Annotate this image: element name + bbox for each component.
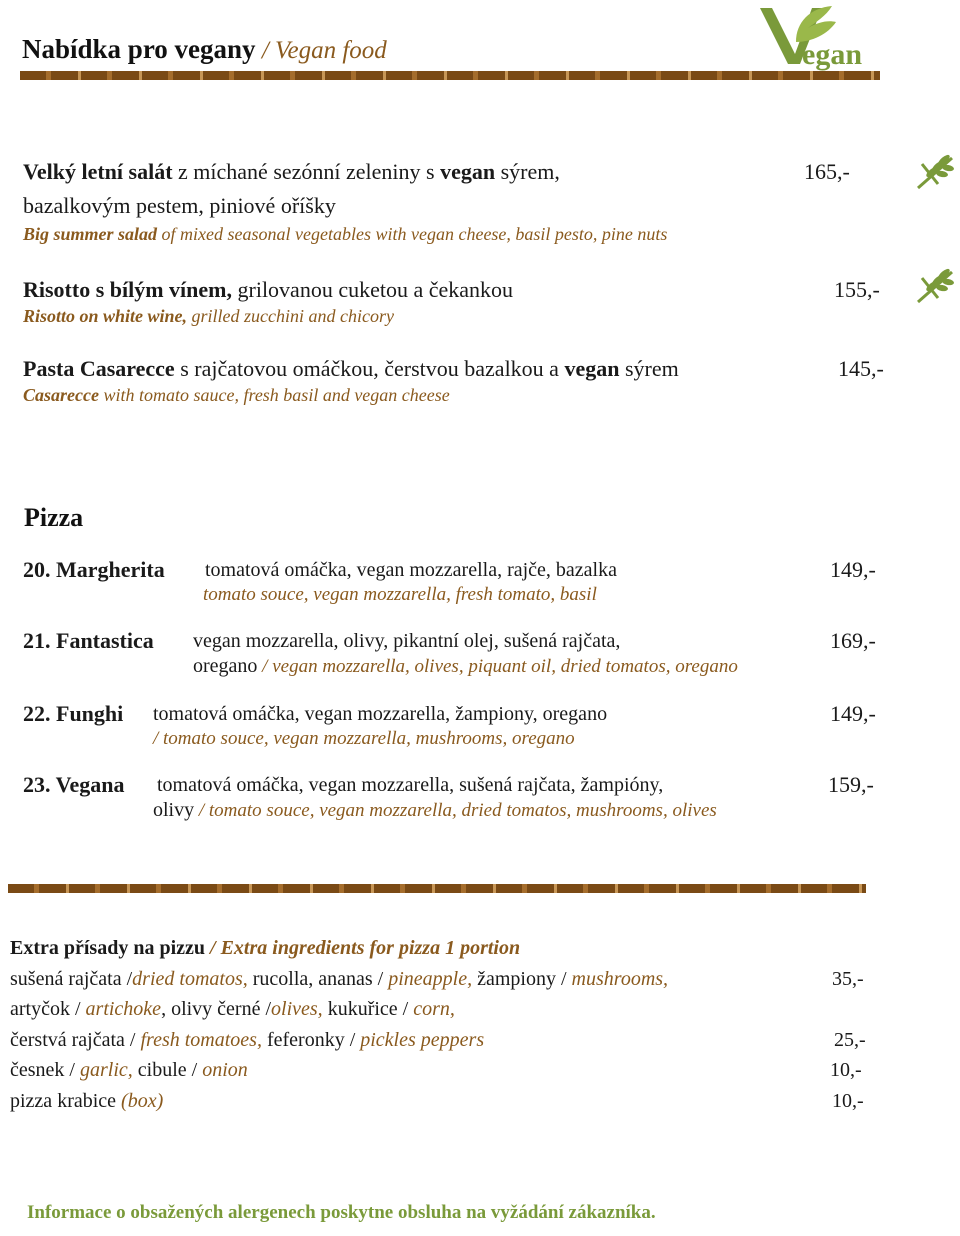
salad-desc-2: sýrem, <box>495 159 560 184</box>
risotto-en-bold: Risotto on white wine, <box>23 306 188 326</box>
svg-text:egan: egan <box>802 38 862 71</box>
salad-english <box>23 224 667 245</box>
pizza-english: tomato souce, vegan mozzarella, dried tomatos, mushrooms, olives <box>208 800 717 821</box>
extra-en: corn, <box>413 998 455 1020</box>
pasta-en-bold: Casarecce <box>23 385 99 405</box>
pizza-english: vegan mozzarella, olives, piquant oil, dried tomatos, oregano <box>272 656 738 677</box>
pizza-name: 23. Vegana <box>23 772 125 797</box>
pizza-price: 169,- <box>830 628 876 653</box>
pizza-english: tomato souce, vegan mozzarella, mushrooms, oregano <box>163 728 575 749</box>
pizza-price: 159,- <box>828 772 874 797</box>
pizza-heading: Pizza <box>24 503 84 532</box>
pizza-line-2 <box>193 655 738 678</box>
extras-heading <box>10 937 520 960</box>
page-title <box>22 34 387 65</box>
pizza-desc: tomatová omáčka, vegan mozzarella, rajče, bazalka <box>205 559 617 581</box>
risotto-desc: grilovanou cuketou a čekankou <box>232 277 514 302</box>
extra-cz: feferonky / <box>261 1029 361 1051</box>
risotto-english <box>23 306 394 327</box>
extra-cz: pizza krabice <box>10 1090 122 1112</box>
extra-en: onion <box>202 1059 248 1081</box>
wheat-icon <box>914 266 958 306</box>
extras-heading-cz: Extra přísady na pizzu <box>10 937 206 959</box>
pasta-vegan-word: vegan <box>564 356 620 381</box>
extra-cz: čerstvá rajčata / <box>10 1029 141 1051</box>
extra-en: pickles peppers <box>360 1029 485 1051</box>
pizza-price: 149,- <box>830 557 876 582</box>
extra-en: (box) <box>121 1090 164 1112</box>
pizza-desc: vegan mozzarella, olivy, pikantní olej, sušená rajčata, <box>193 630 621 652</box>
wheat-icon <box>914 152 958 192</box>
extras-row <box>10 1029 484 1052</box>
pizza-en-separator: / <box>153 728 164 749</box>
allergen-note: Informace o obsažených alergenech poskytne obsluha na vyžádání zákazníka. <box>27 1202 656 1223</box>
extras-row <box>10 968 668 991</box>
pizza-desc: tomatová omáčka, vegan mozzarella, sušená rajčata, žampióny, <box>157 774 664 796</box>
pizza-en-separator: / <box>194 800 209 821</box>
extra-cz: sušená rajčata / <box>10 968 133 990</box>
extras-row <box>10 998 455 1021</box>
extras-price: 10,- <box>832 1090 864 1112</box>
salad-vegan-word: vegan <box>440 159 496 184</box>
risotto-name: Risotto s bílým vínem, <box>23 277 232 302</box>
pizza-desc: tomatová omáčka, vegan mozzarella, žampiony, oregano <box>153 703 608 725</box>
pizza-name: 22. Funghi <box>23 701 124 726</box>
salad-price: 165,- <box>804 159 850 184</box>
extra-cz: rucolla, ananas / <box>247 968 389 990</box>
pizza-desc-cont: olivy <box>153 799 195 821</box>
extra-en: fresh tomatoes, <box>140 1029 262 1051</box>
decorative-band-top <box>20 71 880 80</box>
extra-en: mushrooms, <box>571 968 669 990</box>
extra-cz: , olivy černé / <box>161 998 272 1020</box>
extras-heading-en: / Extra ingredients for pizza 1 portion <box>205 937 521 959</box>
extra-en: dried tomatos, <box>132 968 248 990</box>
vegan-logo <box>748 2 878 74</box>
extra-en: artichoke <box>85 998 162 1020</box>
salad-line-1 <box>23 159 560 185</box>
extra-en: pineapple, <box>388 968 473 990</box>
pizza-english-line <box>153 728 575 750</box>
pasta-name: Pasta Casarecce <box>23 356 175 381</box>
decorative-band-bottom <box>8 884 866 893</box>
pizza-name: 20. Margherita <box>23 557 165 582</box>
pasta-price: 145,- <box>838 356 884 381</box>
extra-cz: cibule / <box>132 1059 203 1081</box>
extras-price: 10,- <box>830 1059 862 1081</box>
title-separator: / <box>255 37 276 64</box>
pasta-english <box>23 385 450 406</box>
pizza-desc-cont: oregano <box>193 655 258 677</box>
salad-en-bold: Big summer salad <box>23 224 158 244</box>
extra-cz: žampiony / <box>472 968 572 990</box>
extras-row <box>10 1090 163 1113</box>
extra-en: olives, <box>271 998 323 1020</box>
pasta-desc-2: sýrem <box>619 356 679 381</box>
pizza-en-separator: / <box>257 656 273 677</box>
pizza-price: 149,- <box>830 701 876 726</box>
pizza-line-2 <box>153 799 717 822</box>
extra-cz: kukuřice / <box>322 998 414 1020</box>
extras-price: 25,- <box>834 1029 866 1051</box>
extras-price: 35,- <box>832 968 864 990</box>
salad-en-rest: of mixed seasonal vegetables with vegan cheese, basil pesto, pine nuts <box>157 224 668 244</box>
pizza-english: tomato souce, vegan mozzarella, fresh tomato, basil <box>203 584 597 605</box>
salad-desc-1: z míchané sezónní zeleniny s <box>172 159 441 184</box>
salad-line-2: bazalkovým pestem, piniové oříšky <box>23 193 336 218</box>
pizza-name: 21. Fantastica <box>23 628 154 653</box>
extra-en: garlic, <box>79 1059 133 1081</box>
extras-row <box>10 1059 248 1082</box>
title-cz: Nabídka pro vegany <box>22 34 256 64</box>
pasta-desc-1: s rajčatovou omáčkou, čerstvou bazalkou a <box>174 356 565 381</box>
risotto-en-rest: grilled zucchini and chicory <box>187 306 395 326</box>
pasta-en-rest: with tomato sauce, fresh basil and vegan cheese <box>98 385 450 405</box>
extra-cz: česnek / <box>10 1059 80 1081</box>
risotto-price: 155,- <box>834 277 880 302</box>
pasta-line <box>23 356 679 382</box>
salad-name: Velký letní salát <box>23 159 173 184</box>
extra-cz: artyčok / <box>10 998 86 1020</box>
title-en: Vegan food <box>275 37 387 64</box>
risotto-line <box>23 277 513 303</box>
